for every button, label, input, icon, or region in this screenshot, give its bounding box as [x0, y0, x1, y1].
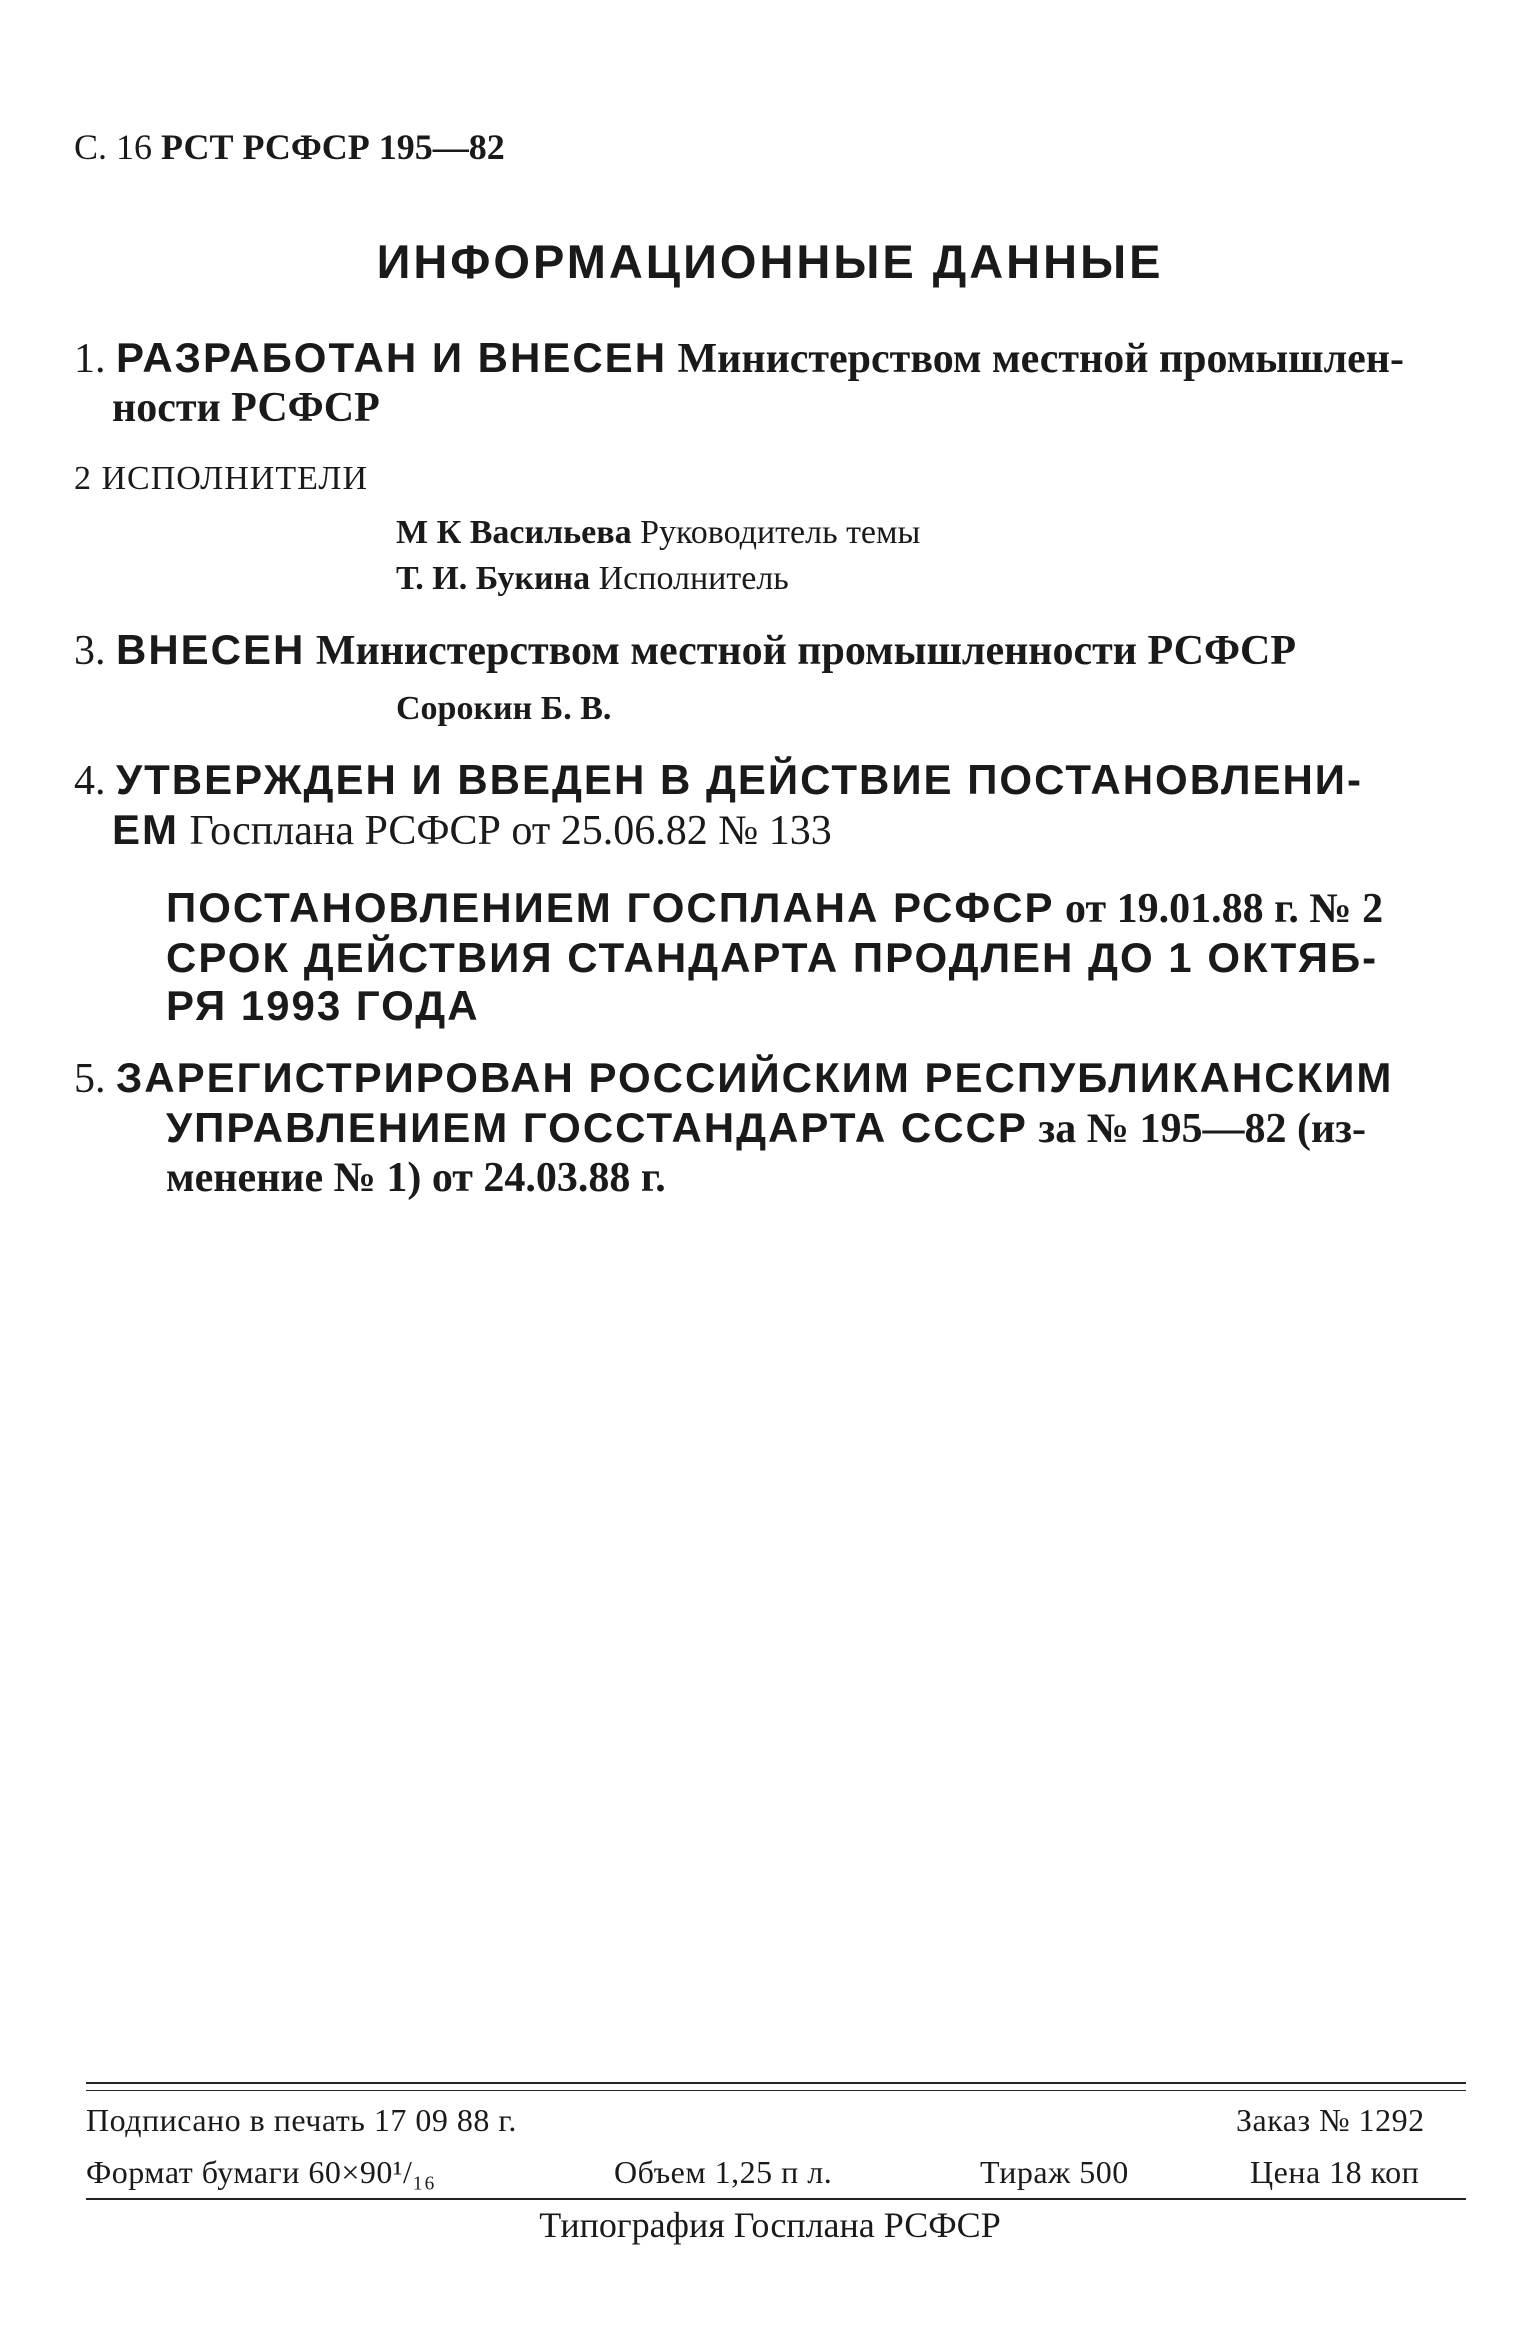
item-4-caps: УТВЕРЖДЕН И ВВЕДЕН В ДЕЙСТВИЕ ПОСТАНОВЛЕНИ- — [116, 756, 1363, 803]
item-4-caps-cont: ЕМ — [112, 806, 179, 853]
imprint-format: Формат бумаги 60×90¹/₁₆ — [86, 2154, 436, 2190]
item-4-extension-caps: ПОСТАНОВЛЕНИЕМ ГОСПЛАНА РСФСР — [166, 884, 1055, 931]
executor-row — [396, 560, 789, 598]
imprint-volume: Объем 1,25 п л. — [614, 2154, 833, 2190]
imprint-signed: Подписано в печать 17 09 88 г. — [86, 2102, 517, 2138]
item-3-number: 3. — [74, 628, 106, 674]
imprint-rule-bottom — [86, 2198, 1466, 2200]
item-4-text: Госплана РСФСР от 25.06.82 № 133 — [189, 808, 832, 854]
item-4-extension-line-1 — [166, 884, 1383, 933]
item-1-line-2 — [112, 384, 380, 432]
executor-role: Исполнитель — [598, 560, 789, 597]
item-1-caps: РАЗРАБОТАН И ВНЕСЕН — [116, 334, 668, 381]
item-3-text: Министерством местной промышленности РСФСР — [315, 628, 1297, 674]
item-5-line-3 — [166, 1154, 666, 1202]
item-1-line-1 — [74, 334, 1404, 383]
item-3-person-name: Сорокин Б. В. — [396, 690, 612, 727]
imprint-printer: Типография Госплана РСФСР — [539, 2205, 1001, 2245]
item-5-text-cont: менение № 1) от 24.03.88 г. — [166, 1155, 666, 1201]
imprint-price: Цена 18 коп — [1250, 2154, 1420, 2190]
executor-name: М К Васильева — [396, 514, 632, 551]
item-1-text: Министерством местной промышлен- — [677, 336, 1404, 382]
item-1-text-cont: ности РСФСР — [112, 385, 380, 431]
page-number: С. 16 — [74, 127, 153, 167]
executor-row — [396, 514, 920, 552]
imprint-run: Тираж 500 — [980, 2154, 1129, 2190]
item-4-extension-caps-3: РЯ 1993 ГОДА — [166, 982, 480, 1029]
item-4-extension-line-2 — [166, 934, 1378, 983]
item-4-extension-caps-2: СРОК ДЕЙСТВИЯ СТАНДАРТА ПРОДЛЕН ДО 1 ОКТЯБ- — [166, 934, 1379, 981]
item-3-caps: ВНЕСЕН — [116, 626, 306, 673]
item-5-caps: ЗАРЕГИСТРИРОВАН РОССИЙСКИМ РЕСПУБЛИКАНСКИМ — [116, 1054, 1394, 1101]
item-5-text: за № 195—82 (из- — [1038, 1106, 1367, 1152]
item-3-person — [396, 690, 611, 728]
item-3-line — [74, 626, 1296, 675]
item-1-number: 1. — [74, 336, 106, 382]
item-2-label: 2 ИСПОЛНИТЕЛИ — [74, 460, 369, 497]
page-title: ИНФОРМАЦИОННЫЕ ДАННЫЕ — [376, 235, 1164, 288]
item-4-extension-line-3 — [166, 982, 480, 1031]
executor-role: Руководитель темы — [640, 514, 921, 551]
item-5-caps-cont: УПРАВЛЕНИЕМ ГОССТАНДАРТА СССР — [166, 1104, 1028, 1151]
item-4-extension-text: от 19.01.88 г. № 2 — [1065, 886, 1384, 932]
page-header — [74, 126, 505, 168]
item-5-line-1 — [74, 1054, 1393, 1103]
item-5-number: 5. — [74, 1056, 106, 1102]
item-4-line-2 — [112, 806, 832, 855]
item-4-line-1 — [74, 756, 1363, 805]
executor-name: Т. И. Букина — [396, 560, 591, 597]
item-4-number: 4. — [74, 758, 106, 804]
imprint-rule-top — [86, 2082, 1466, 2084]
standard-code: РСТ РСФСР 195—82 — [161, 127, 505, 167]
imprint-rule-top-thin — [86, 2090, 1466, 2091]
item-5-line-2 — [166, 1104, 1366, 1153]
imprint-order: Заказ № 1292 — [1236, 2102, 1425, 2138]
